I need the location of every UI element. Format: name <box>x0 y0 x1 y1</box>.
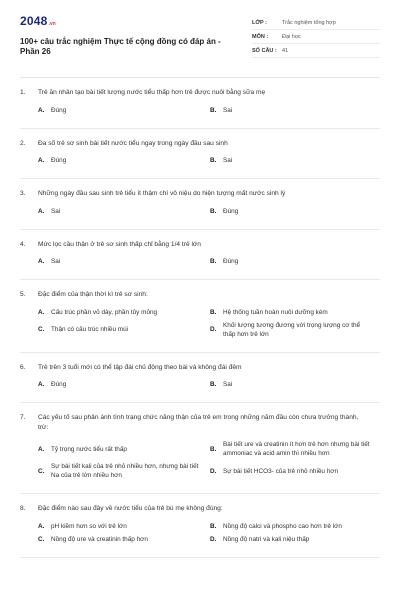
document-title: 100+ câu trắc nghiệm Thực tế cộng đồng có đáp án - Phần 26 <box>20 37 221 56</box>
question-number: 3. <box>20 190 26 197</box>
question-item <box>20 179 380 230</box>
answer-option[interactable] <box>38 522 210 531</box>
answer-option[interactable] <box>210 380 380 389</box>
answer-option[interactable] <box>38 535 210 544</box>
answer-option[interactable] <box>210 321 380 339</box>
meta-row-subject <box>252 30 380 44</box>
header-left <box>20 14 235 77</box>
question-stem <box>20 363 380 373</box>
question-item <box>20 230 380 281</box>
answer-option[interactable] <box>38 156 210 165</box>
meta-row-class <box>252 16 380 30</box>
answer-options <box>20 440 380 484</box>
answer-option[interactable] <box>210 257 380 266</box>
answer-text: Sự bài tiết HCO3- của trẻ nhỏ nhiều hơn <box>223 467 339 475</box>
answer-letter: A. <box>38 157 45 164</box>
question-number: 7. <box>20 414 26 421</box>
answer-text: Sai <box>223 157 233 164</box>
question-item <box>20 78 380 129</box>
answer-option[interactable] <box>210 522 380 531</box>
answer-options <box>20 308 380 343</box>
meta-label: SỐ CÂU : <box>252 47 277 54</box>
answer-option[interactable] <box>210 207 380 216</box>
question-text: Mức lọc cầu thận ở trẻ sơ sinh thấp chỉ bằng 1/4 trẻ lớn <box>38 240 201 248</box>
meta-label: LỚP : <box>252 19 267 26</box>
answer-text: pH kiềm hơn so với trẻ lớn <box>51 522 127 530</box>
answer-option[interactable] <box>210 535 380 544</box>
question-text: Trẻ ăn nhân tạo bài tiết lượng nước tiểu thấp hơn trẻ được nuôi bằng sữa mẹ <box>38 89 266 96</box>
question-number: 5. <box>20 291 26 298</box>
question-item <box>20 403 380 494</box>
question-stem <box>20 413 380 432</box>
answer-text: Tỷ trọng nước tiểu rất thấp <box>51 445 127 453</box>
answer-letter: B. <box>210 381 217 388</box>
answer-letter: C. <box>38 326 45 333</box>
answer-option[interactable] <box>38 321 210 339</box>
answer-option[interactable] <box>38 207 210 216</box>
question-item <box>20 280 380 353</box>
answer-options <box>20 156 380 169</box>
question-list <box>20 78 380 558</box>
answer-letter: A. <box>38 522 45 530</box>
answer-letter: A. <box>38 445 45 453</box>
site-logo[interactable] <box>20 14 235 28</box>
answer-letter: B. <box>210 106 217 114</box>
question-number: 2. <box>20 139 26 147</box>
answer-text: Khối lượng tương đương với trọng lượng cơ thể thấp hơn trẻ lớn <box>223 321 361 338</box>
question-text: Đặc điểm nào sau đây về nước tiểu của trẻ bú mẹ không đúng: <box>38 505 223 512</box>
question-text: Các yếu tố sau phản ánh tình trạng chức năng thận của trẻ em trong những năm đầu còn chưa trưởng thành, trừ: <box>38 414 359 431</box>
meta-value: Đại học <box>282 33 301 40</box>
question-stem <box>20 240 380 250</box>
answer-letter: B. <box>210 308 217 316</box>
question-stem <box>20 88 380 98</box>
question-stem <box>20 504 380 514</box>
answer-text: Đúng <box>51 157 67 164</box>
answer-letter: B. <box>210 207 217 215</box>
answer-letter: D. <box>210 467 217 475</box>
answer-letter: A. <box>38 308 45 316</box>
question-stem <box>20 139 380 149</box>
question-number: 6. <box>20 363 26 371</box>
answer-text: Sai <box>51 258 61 265</box>
answer-letter: B. <box>210 445 217 453</box>
answer-option[interactable] <box>38 440 210 458</box>
answer-options <box>20 207 380 220</box>
answer-text: Sai <box>223 106 233 114</box>
answer-text: Sai <box>51 207 61 215</box>
question-text: Đặc điểm của thận thời kì trẻ sơ sinh: <box>38 291 148 298</box>
meta-value: 41 <box>282 47 289 54</box>
answer-option[interactable] <box>210 462 380 480</box>
answer-text: Đúng <box>223 207 239 215</box>
meta-label: MÔN : <box>252 33 269 40</box>
question-text: Trẻ trên 3 tuổi mới có thể tập đái chủ động theo bài và không đái đêm <box>38 363 242 371</box>
answer-option[interactable] <box>210 156 380 165</box>
answer-text: Sự bài tiết kali của trẻ nhỏ nhiều hơn, nhưng bài tiết Na của trẻ lớn nhiều hơn <box>51 463 199 479</box>
answer-option[interactable] <box>210 106 380 115</box>
question-stem <box>20 290 380 300</box>
answer-text: Nồng độ ure và creatinin thấp hơn <box>51 535 148 543</box>
question-number: 1. <box>20 89 26 96</box>
answer-text: Đúng <box>51 106 67 114</box>
answer-options <box>20 257 380 270</box>
answer-letter: C. <box>38 535 45 543</box>
answer-option[interactable] <box>210 308 380 317</box>
question-number: 4. <box>20 240 26 248</box>
answer-letter: A. <box>38 258 45 265</box>
answer-text: Bài tiết ure và creatinin ít hơn trẻ hơn nhưng bài tiết ammoniac và acid amin thì nhiều hơn <box>223 441 370 457</box>
answer-letter: D. <box>210 326 217 333</box>
answer-option[interactable] <box>210 440 380 458</box>
answer-option[interactable] <box>38 257 210 266</box>
answer-letter: A. <box>38 106 45 114</box>
answer-letter: B. <box>210 157 217 164</box>
answer-option[interactable] <box>38 462 210 480</box>
meta-info <box>252 16 380 77</box>
meta-value: Trắc nghiệm tổng hợp <box>282 19 336 26</box>
answer-letter: C. <box>38 467 45 475</box>
answer-text: Nồng độ natri và kali niệu thấp <box>223 535 310 543</box>
logo-main-text: 2048 <box>20 14 48 28</box>
answer-options <box>20 380 380 393</box>
question-item <box>20 129 380 180</box>
answer-text: Đúng <box>51 381 67 388</box>
answer-options <box>20 522 380 548</box>
answer-letter: B. <box>210 258 217 265</box>
answer-letter: D. <box>210 535 217 543</box>
document-header <box>20 14 380 78</box>
answer-option[interactable] <box>38 308 210 317</box>
question-stem <box>20 189 380 199</box>
question-text: Những ngày đầu sau sinh trẻ tiểu ít thậm chí vô niệu do hiện tượng mất nước sinh lý <box>38 190 286 197</box>
meta-row-count <box>252 44 380 58</box>
answer-letter: B. <box>210 522 217 530</box>
logo-domain-text: .vn <box>48 21 56 27</box>
question-item <box>20 353 380 404</box>
answer-text: Thận có cấu trúc nhiều múi <box>51 326 129 333</box>
answer-option[interactable] <box>38 106 210 115</box>
answer-text: Đúng <box>223 258 239 265</box>
answer-text: Sai <box>223 381 233 388</box>
answer-text: Cấu trúc phần vỏ dày, phần tủy mỏng <box>51 308 158 316</box>
answer-text: Nồng độ calci và phospho cao hơn trẻ lớn <box>223 522 342 530</box>
answer-text: Hệ thống tuần hoàn nuôi dưỡng kém <box>223 308 328 316</box>
question-text: Đa số trẻ sơ sinh bài tiết nước tiểu ngay trong ngày đầu sau sinh <box>38 139 228 147</box>
answer-options <box>20 106 380 119</box>
answer-option[interactable] <box>38 380 210 389</box>
question-number: 8. <box>20 505 26 512</box>
answer-letter: A. <box>38 207 45 215</box>
answer-letter: A. <box>38 381 45 388</box>
question-item <box>20 494 380 558</box>
